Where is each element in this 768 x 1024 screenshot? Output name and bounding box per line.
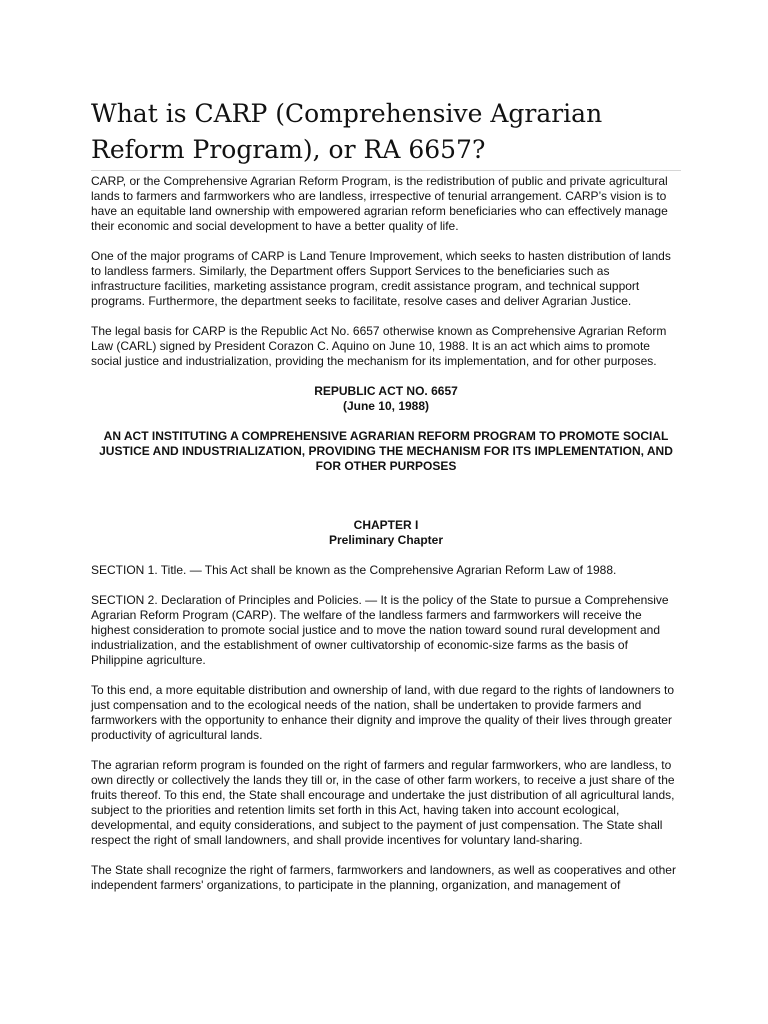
intro-paragraph: One of the major programs of CARP is Land Tenure Improvement, which seeks to hasten distribution of lands to landless farmers. Similarly, the Department offers Support Services to the beneficiaries such as infrastructure facilities, marketing assistance program, credit assistance program, and technical support programs. Furthermore, the department seeks to facilitate, resolve cases and deliver Agrarian Justice. [91, 249, 671, 308]
chapter-heading [91, 518, 681, 548]
document-page [91, 96, 681, 908]
section-paragraph: The State shall recognize the right of farmers, farmworkers and landowners, as well as cooperatives and other independent farmers' organizations, to participate in the planning, organization, and management of [91, 863, 676, 892]
section-paragraph: SECTION 2. Declaration of Principles and Policies. — It is the policy of the State to pursue a Comprehensive Agrarian Reform Program (CARP). The welfare of the landless farmers and farmworkers will receive the highest consideration to promote social justice and to move the nation toward sound rural development and industrialization, and the establishment of owner cultivatorship of economic-size farms as the basis of Philippine agriculture. [91, 593, 669, 667]
act-number: REPUBLIC ACT NO. 6657 [314, 384, 458, 398]
intro-paragraph: The legal basis for CARP is the Republic Act No. 6657 otherwise known as Comprehensive Agrarian Reform Law (CARL) signed by President Corazon C. Aquino on June 10, 1988. It is an act which aims to promote social justice and industrialization, providing the mechanism for its implementation, and for other purposes. [91, 324, 667, 368]
document-body [91, 174, 681, 893]
title-divider [91, 170, 681, 171]
act-heading [91, 384, 681, 414]
chapter-name: Preliminary Chapter [328, 533, 444, 547]
page-title: What is CARP (Comprehensive Agrarian Reform Program), or RA 6657? [91, 99, 603, 164]
intro-paragraph: CARP, or the Comprehensive Agrarian Reform Program, is the redistribution of public and private agricultural lands to farmers and farmworkers who are landless, irrespective of tenurial arrangement. CARP’s vision is to have an equitable land ownership with empowered agrarian reform beneficiaries who can effectively manage their economic and social development to have a better quality of life. [91, 174, 668, 233]
section-paragraph: SECTION 1. Title. — This Act shall be known as the Comprehensive Agrarian Reform Law of 1988. [91, 563, 617, 577]
section-paragraph: To this end, a more equitable distribution and ownership of land, with due regard to the rights of landowners to just compensation and to the ecological needs of the nation, shall be undertaken to provide farmers and farmworkers with the opportunity to enhance their dignity and improve the quality of their lives through greater productivity of agricultural lands. [91, 683, 675, 742]
act-date: (June 10, 1988) [342, 399, 430, 413]
chapter-number: CHAPTER I [353, 518, 419, 532]
section-paragraph: The agrarian reform program is founded on the right of farmers and regular farmworkers, who are landless, to own directly or collectively the lands they till or, in the case of other farm workers, to receive a just share of the fruits thereof. To this end, the State shall encourage and undertake the just distribution of all agricultural lands, subject to the priorities and retention limits set forth in this Act, having taken into account ecological, developmental, and equity considerations, and subject to the payment of just compensation. The State shall respect the right of small landowners, and shall provide incentives for voluntary land-sharing. [91, 758, 675, 847]
act-title: AN ACT INSTITUTING A COMPREHENSIVE AGRARIAN REFORM PROGRAM TO PROMOTE SOCIAL JUSTICE AND INDUSTRIALIZATION, PROVIDING THE MECHANISM FOR ITS IMPLEMENTATION, AND FOR OTHER PURPOSES [99, 429, 673, 473]
